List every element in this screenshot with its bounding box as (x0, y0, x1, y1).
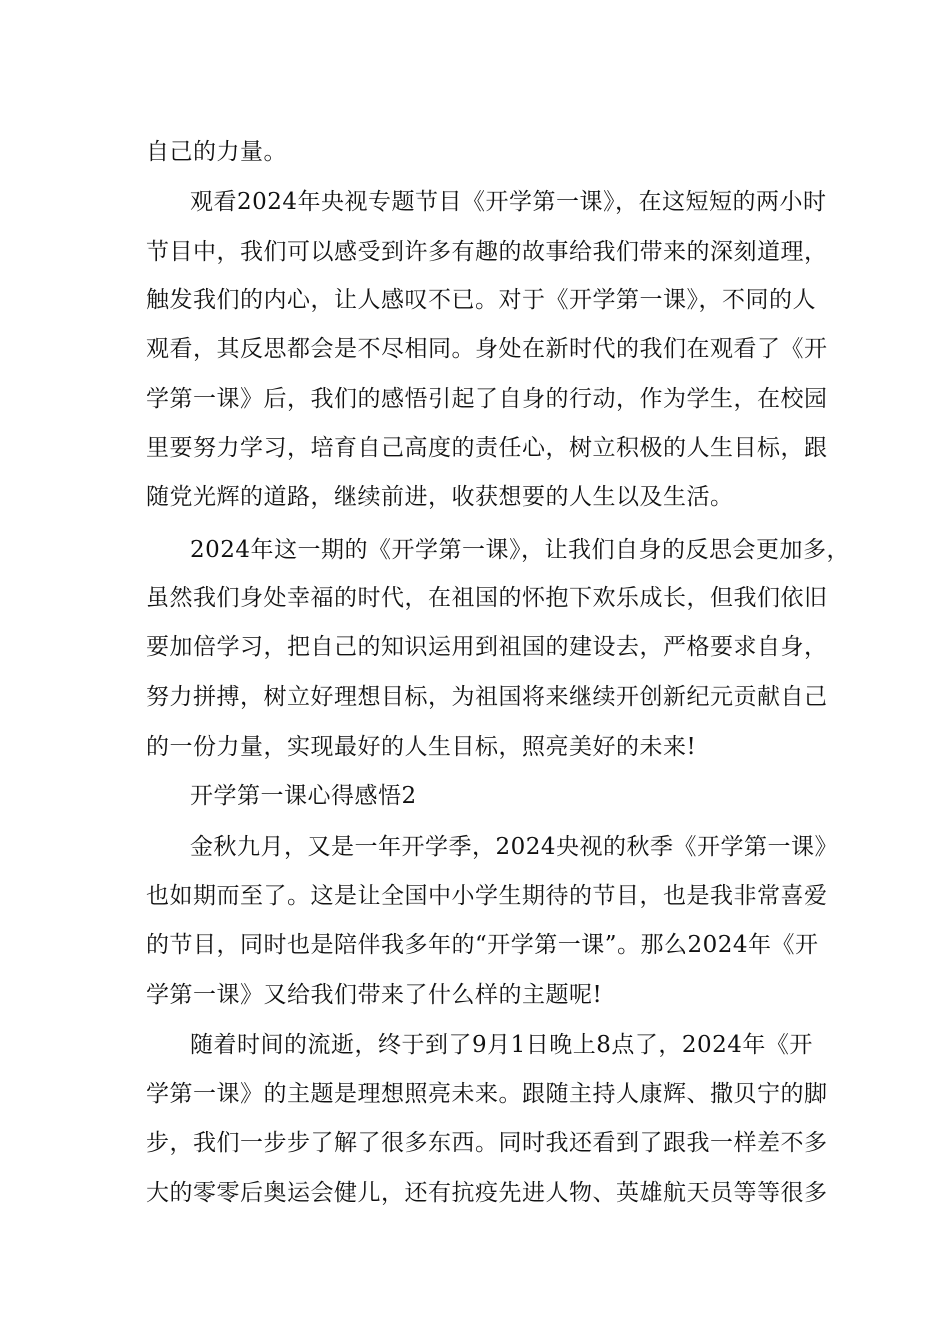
text-line: 随着时间的流逝，终于到了9月1日晚上8点了，2024年《开 (190, 1032, 813, 1058)
text-line: 也如期而至了。这是让全国中小学生期待的节目，也是我非常喜爱 (146, 883, 828, 909)
section-heading: 开学第一课心得感悟2 (190, 783, 417, 809)
text-line: 的一份力量，实现最好的人生目标，照亮美好的未来! (146, 734, 697, 760)
text-line: 的节目，同时也是陪伴我多年的“开学第一课”。那么2024年《开 (146, 932, 819, 958)
text-line: 学第一课》后，我们的感悟引起了自身的行动，作为学生，在校园 (146, 386, 828, 412)
text-line: 2024年这一期的《开学第一课》，让我们自身的反思会更加多， (190, 537, 851, 563)
text-line: 自己的力量。 (146, 139, 287, 165)
text-line: 学第一课》又给我们带来了什么样的主题呢! (146, 982, 603, 1008)
text-line: 步，我们一步步了解了很多东西。同时我还看到了跟我一样差不多 (146, 1130, 828, 1156)
text-line: 触发我们的内心，让人感叹不已。对于《开学第一课》，不同的人 (146, 287, 816, 313)
text-line: 观看，其反思都会是不尽相同。身处在新时代的我们在观看了《开 (146, 336, 828, 362)
text-line: 观看2024年央视专题节目《开学第一课》，在这短短的两小时 (190, 189, 827, 215)
text-line: 努力拼搏，树立好理想目标，为祖国将来继续开创新纪元贡献自己 (146, 684, 828, 710)
text-line: 节目中，我们可以感受到许多有趣的故事给我们带来的深刻道理， (146, 239, 828, 265)
text-line: 学第一课》的主题是理想照亮未来。跟随主持人康辉、撒贝宁的脚 (146, 1081, 828, 1107)
text-line: 里要努力学习，培育自己高度的责任心，树立积极的人生目标，跟 (146, 435, 828, 461)
text-line: 随党光辉的道路，继续前进，收获想要的人生以及生活。 (146, 484, 734, 510)
text-line: 大的零零后奥运会健儿，还有抗疫先进人物、英雄航天员等等很多 (146, 1180, 828, 1206)
text-line: 金秋九月，又是一年开学季，2024央视的秋季《开学第一课》 (190, 834, 839, 860)
text-line: 虽然我们身处幸福的时代，在祖国的怀抱下欢乐成长，但我们依旧 (146, 585, 828, 611)
text-line: 要加倍学习，把自己的知识运用到祖国的建设去，严格要求自身， (146, 634, 828, 660)
